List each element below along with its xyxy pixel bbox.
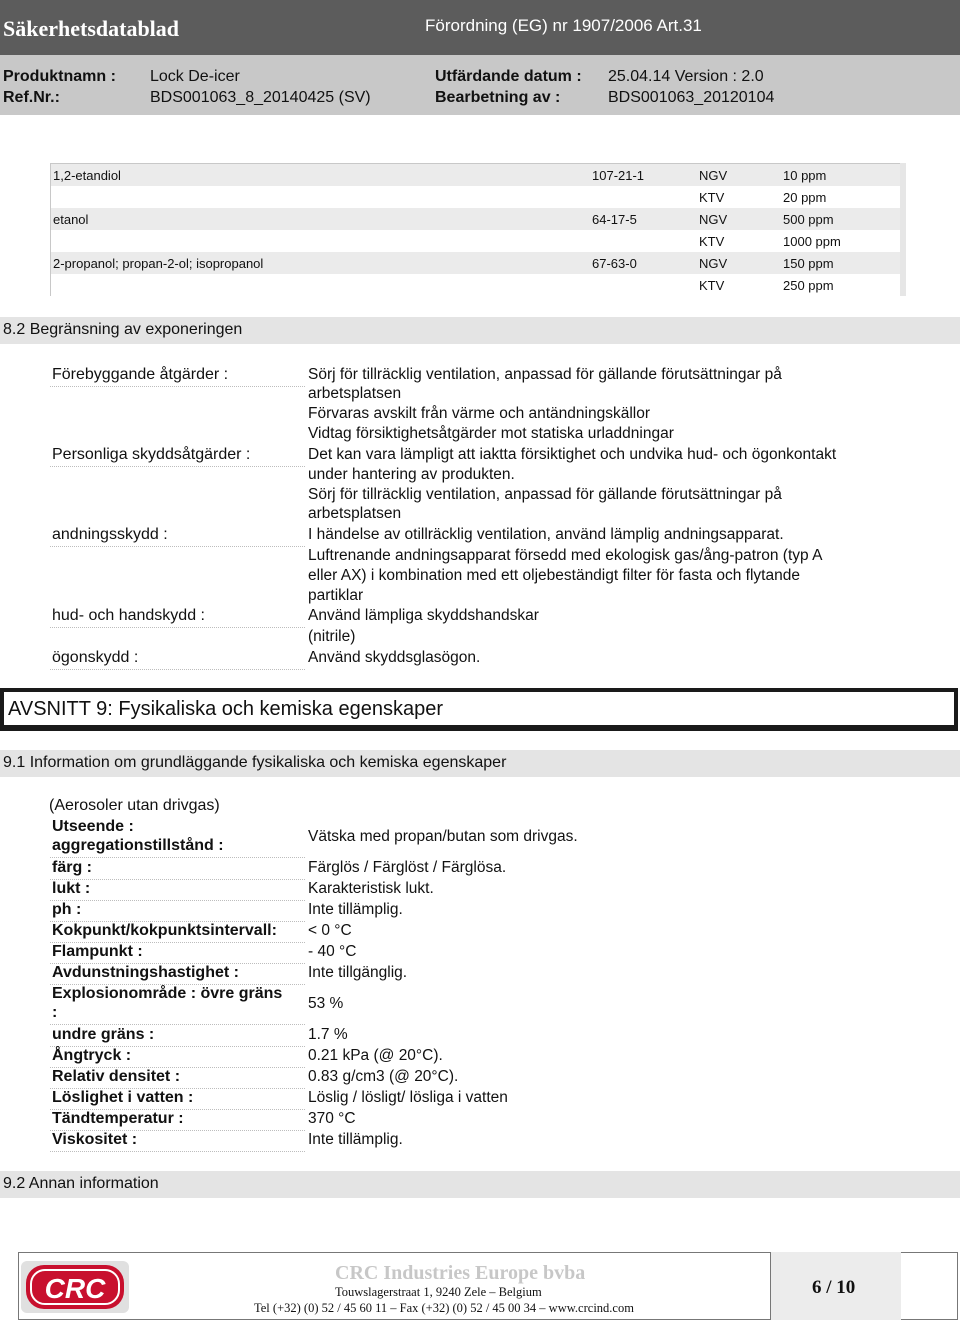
property-label: Ångtryck : [52, 1047, 132, 1064]
limit-type-cell: KTV [699, 278, 725, 293]
measure-text-line: eller AX) i kombination med ett oljebeständigt filter för fasta och flytande [308, 567, 800, 584]
limit-value-cell: 250 ppm [783, 278, 834, 293]
property-label: Kokpunkt/kokpunktsintervall: [52, 922, 277, 939]
company-address: Touwslagerstraat 1, 9240 Zele – Belgium [335, 1285, 542, 1299]
property-value: 1.7 % [308, 1026, 348, 1043]
limit-value-cell: 150 ppm [783, 256, 834, 271]
preventive-measures-label: Förebyggande åtgärder : [52, 366, 229, 383]
table-row [51, 230, 900, 252]
section-9-1-heading: 9.1 Information om grundläggande fysikaliska och kemiska egenskaper [3, 754, 507, 771]
measure-text-line: under hantering av produkten. [308, 466, 515, 483]
measure-text-line: arbetsplatsen [308, 505, 402, 522]
property-value: - 40 °C [308, 943, 357, 960]
property-label: Relativ densitet : [52, 1068, 181, 1085]
table-row [51, 208, 900, 230]
substance-cell: 2-propanol; propan-2-ol; isopropanol [53, 256, 264, 271]
aerosol-note: (Aerosoler utan drivgas) [49, 797, 220, 814]
measure-text-line: Använd skyddsglasögon. [308, 649, 481, 666]
label-underline [50, 386, 305, 387]
cas-cell: 107-21-1 [592, 168, 645, 183]
substance-cell: 1,2-etandiol [53, 168, 121, 183]
measure-text-line: Vidtag försiktighetsåtgärder mot statiska urladdningar [308, 425, 674, 442]
measure-text-line: partiklar [308, 587, 364, 604]
section-8-2-heading: 8.2 Begränsning av exponeringen [3, 321, 243, 338]
measure-text-line: I händelse av otillräcklig ventilation, använd lämplig andningsapparat. [308, 526, 784, 543]
label-underline [50, 1151, 305, 1152]
property-label: Avdunstningshastighet : [52, 964, 239, 981]
section-9-2-heading: 9.2 Annan information [3, 1175, 159, 1192]
property-label: ph : [52, 901, 82, 918]
svg-text:CRC: CRC [44, 1273, 106, 1304]
page-number: 6 / 10 [812, 1277, 856, 1298]
measure-text-line: Luftrenande andningsapparat försedd med ekologisk gas/ång-patron (typ A [308, 547, 823, 564]
property-label: aggregationstillstånd : [52, 837, 224, 854]
document-title: Säkerhetsdatablad [3, 16, 180, 41]
property-label: lukt : [52, 880, 91, 897]
property-label: Utseende : [52, 818, 134, 835]
product-name-value: Lock De-icer [150, 68, 240, 85]
skin-hand-protection-label: hud- och handskydd : [52, 607, 205, 624]
limit-value-cell: 500 ppm [783, 212, 834, 227]
measure-text-line: arbetsplatsen [308, 385, 402, 402]
substance-cell: etanol [53, 212, 89, 227]
limit-type-cell: NGV [699, 212, 728, 227]
regulation-reference: Förordning (EG) nr 1907/2006 Art.31 [425, 16, 702, 35]
measure-text-line: Förvaras avskilt från värme och antändningskällor [308, 405, 651, 422]
limit-value-cell: 20 ppm [783, 190, 827, 205]
issue-date-value: 25.04.14 Version : 2.0 [608, 68, 764, 85]
property-value: < 0 °C [308, 922, 352, 939]
section-9-heading-box [0, 688, 958, 731]
property-label: färg : [52, 859, 92, 876]
limit-type-cell: KTV [699, 234, 725, 249]
measure-text-line: (nitrile) [308, 628, 356, 645]
respiratory-protection-label: andningsskydd : [52, 526, 168, 543]
ref-nr-value: BDS001063_8_20140425 (SV) [150, 89, 371, 106]
property-label: Viskositet : [52, 1131, 138, 1148]
property-value: Inte tillämplig. [308, 901, 403, 918]
measure-text-line: Sörj för tillräcklig ventilation, anpassad för gällande förutsättningar på [308, 366, 782, 383]
property-value: Inte tillgänglig. [308, 964, 408, 981]
table-row [51, 252, 900, 274]
table-row [51, 164, 900, 186]
product-name-label: Produktnamn : [3, 68, 116, 85]
property-value: Färglös / Färglöst / Färglösa. [308, 859, 507, 876]
measure-text-line: Använd lämpliga skyddshandskar [308, 607, 539, 624]
label-underline [50, 900, 305, 901]
ref-nr-label: Ref.Nr.: [3, 89, 60, 106]
measure-text-line: Det kan vara lämpligt att iaktta försiktighet och undvika hud- och ögonkontakt [308, 446, 837, 463]
property-label: Löslighet i vatten : [52, 1089, 194, 1106]
company-name: CRC Industries Europe bvba [335, 1262, 586, 1284]
label-underline [50, 466, 305, 467]
company-contact: Tel (+32) (0) 52 / 45 60 11 – Fax (+32) (0) 52 / 45 00 34 – www.crcind.com [254, 1301, 634, 1315]
property-value: Löslig / lösligt/ lösliga i vatten [308, 1089, 508, 1106]
property-value: 370 °C [308, 1110, 356, 1127]
label-underline [50, 1024, 305, 1025]
table-row [51, 186, 900, 208]
property-label: : [52, 1004, 58, 1021]
property-value: 0.83 g/cm3 (@ 20°C). [308, 1068, 459, 1085]
property-value: 0.21 kPa (@ 20°C). [308, 1047, 443, 1064]
crc-logo [20, 1260, 130, 1314]
property-label: Tändtemperatur : [52, 1110, 184, 1127]
table-row [51, 274, 900, 296]
page-footer [0, 1252, 960, 1325]
property-value: 53 % [308, 995, 344, 1012]
limit-type-cell: KTV [699, 190, 725, 205]
eye-protection-label: ögonskydd : [52, 649, 139, 666]
personal-protection-label: Personliga skyddsåtgärder : [52, 446, 251, 463]
processing-value: BDS001063_20120104 [608, 89, 775, 106]
measure-text-line: Sörj för tillräcklig ventilation, anpassad för gällande förutsättningar på [308, 486, 782, 503]
property-label: Flampunkt : [52, 943, 143, 960]
exposure-limits-table [50, 163, 900, 296]
label-underline [50, 857, 305, 858]
limit-value-cell: 1000 ppm [783, 234, 841, 249]
label-underline [50, 669, 305, 670]
limit-type-cell: NGV [699, 256, 728, 271]
label-underline [50, 627, 305, 628]
property-label: Explosionområde : övre gräns [52, 985, 283, 1002]
cas-cell: 67-63-0 [592, 256, 637, 271]
property-label: undre gräns : [52, 1026, 155, 1043]
property-value: Karakteristisk lukt. [308, 880, 434, 897]
limit-value-cell: 10 ppm [783, 168, 827, 183]
property-value: Inte tillämplig. [308, 1131, 403, 1148]
processing-label: Bearbetning av : [435, 89, 561, 106]
section-9-heading: AVSNITT 9: Fysikaliska och kemiska egenskaper [8, 698, 443, 720]
limit-type-cell: NGV [699, 168, 728, 183]
issue-date-label: Utfärdande datum : [435, 68, 582, 85]
property-value: Vätska med propan/butan som drivgas. [308, 828, 578, 845]
cas-cell: 64-17-5 [592, 212, 637, 227]
label-underline [50, 546, 305, 547]
